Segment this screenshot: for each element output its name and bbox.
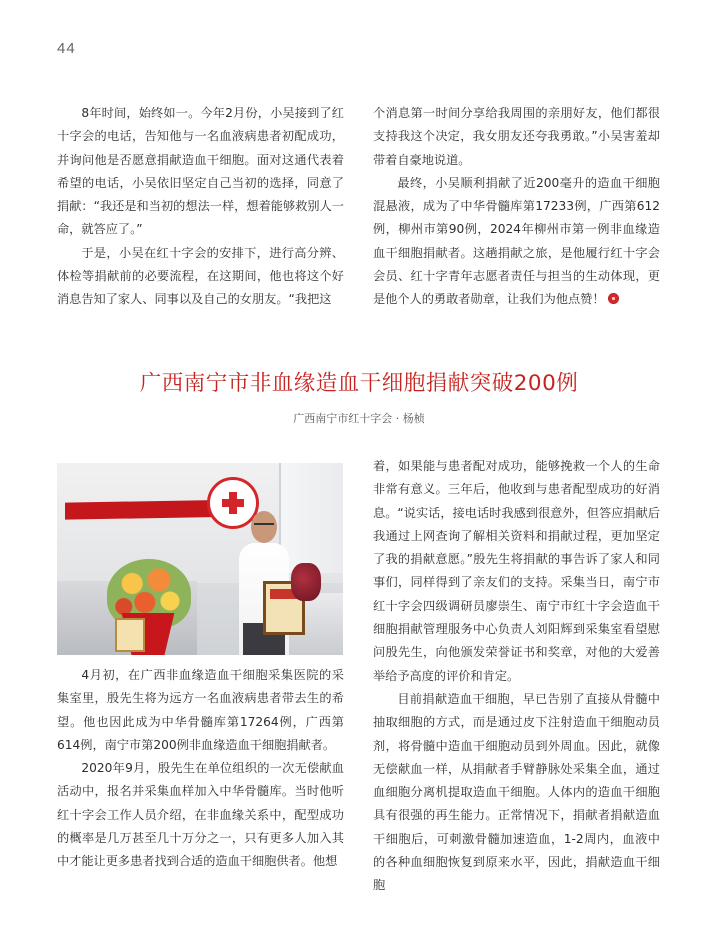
top-right-column <box>373 102 660 312</box>
photo-donor-glasses <box>254 523 274 529</box>
paragraph: 目前捐献造血干细胞，早已告别了直接从骨髓中抽取细胞的方式，而是通过皮下注射造血干细胞动员剂，将骨髓中造血干细胞动员到外周血。因此，就像无偿献血一样，从捐献者手臂静脉处采集全血，通过血细胞分离机提取造血干细胞。人体内的造血干细胞具有很强的再生能力。正常情况下，捐献者捐献造血干细胞后，可刺激骨髓加速造血，1-2周内，血液中的各种血细胞恢复到原来水平，因此，捐献造血干细胞 <box>373 691 660 893</box>
page-number: 44 <box>57 40 76 57</box>
photo-plaque <box>115 618 145 652</box>
paragraph-with-end-mark <box>373 172 660 312</box>
paragraph: 着，如果能与患者配对成功，能够挽救一个人的生命非常有意义。三年后，他收到与患者配型成功的好消息。“说实话，接电话时我感到很意外，但答应捐献后我通过上网查询了解相关资料和捐献过程，更加坚定了我的捐献意愿。”殷先生将捐献的事告诉了家人和同事们，同样得到了亲友们的支持。采集当日，南宁市红十字会四级调研员廖崇生、南宁市红十字会造血干细胞捐献管理服务中心负责人刘阳辉到采集室看望慰问殷先生，向他颁发荣誉证书和奖章，对他的大爱善举给予高度的评价和肯定。 <box>373 459 660 683</box>
end-mark-flower-icon <box>608 293 619 304</box>
byline: 广西南宁市红十字会 · 杨桢 <box>293 412 425 425</box>
paragraph: 于是，小吴在红十字会的安排下，进行高分辨、体检等捐献前的必要流程，在这期间，他也将这个好消息告知了家人、同事以及自己的女朋友。“我把这 <box>57 245 344 307</box>
paragraph-text: 最终，小吴顺利捐献了近200毫升的造血干细胞混悬液，成为了中华骨髓库第17233例，广西第612例，柳州市第90例，2024年柳州市第一例非血缘造血干细胞捐献者。这趟捐献之旅，是他履行红十字会会员、红十字青年志愿者责任与担当的生动体现，更是他个人的勇敢者勋章，让我们为他点赞！ <box>373 175 660 307</box>
bottom-left-column <box>57 664 344 874</box>
article-title: 广西南宁市非血缘造血干细胞捐献突破200例 <box>139 371 579 396</box>
paragraph: 2020年9月，殷先生在单位组织的一次无偿献血活动中，报名并采集血样加入中华骨髓库。当时他听红十字会工作人员介绍，在非血缘关系中，配型成功的概率是几万甚至几十万分之一，只有更多人加入其中才能让更多患者找到合适的造血干细胞供者。他想 <box>57 761 344 869</box>
top-left-column <box>57 102 344 312</box>
paragraph: 4月初，在广西非血缘造血干细胞采集医院的采集室里，殷先生将为远方一名血液病患者带去生的希望。他也因此成为中华骨髓库第17264例，广西第614例，南宁市第200例非血缘造血干细胞捐献者。 <box>57 668 344 752</box>
article-photo <box>57 463 343 655</box>
paragraph: 个消息第一时间分享给我周围的亲朋好友，他们都很支持我这个决定，我女朋友还夸我勇敢。”小吴害羞却带着自豪地说道。 <box>373 106 660 167</box>
paragraph: 8年时间，始终如一。今年2月份，小吴接到了红十字会的电话，告知他与一名血液病患者初配成功，并询问他是否愿意捐献造血干细胞。面对这通代表着希望的电话，小吴依旧坚定自己当初的选择，同意了捐献：“我还是和当初的想法一样，想着能够救别人一命，就答应了。” <box>57 106 344 237</box>
bottom-right-column <box>373 455 660 898</box>
photo-stem-cell-bag <box>291 563 321 601</box>
